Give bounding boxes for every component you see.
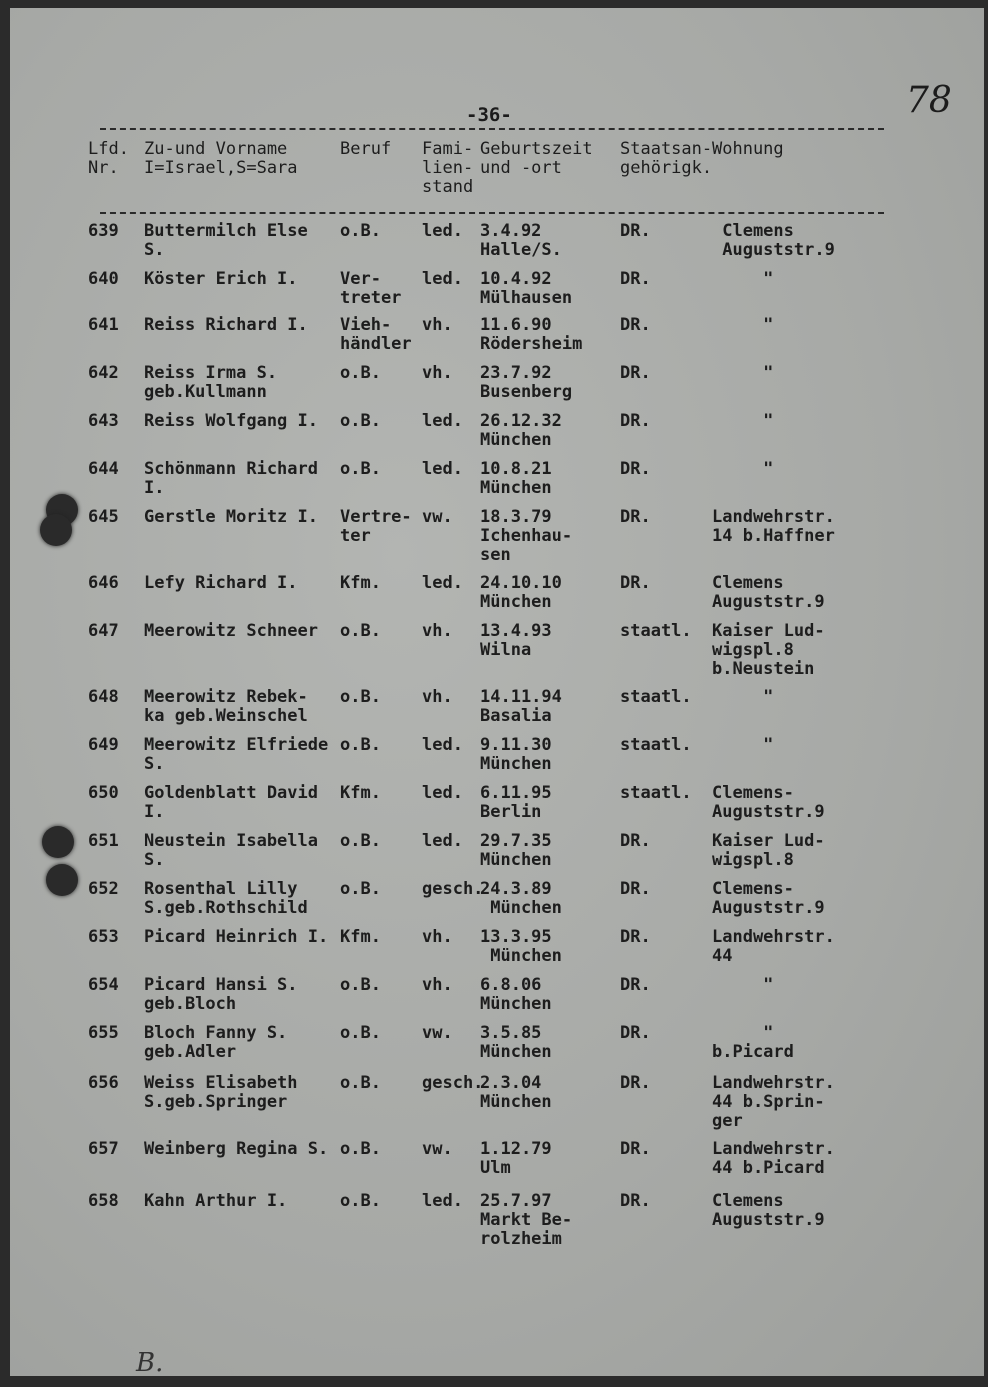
row-geburt: 3.4.92 Halle/S. (480, 221, 562, 260)
row-staatsangehoerigkeit: staatl. (620, 735, 692, 755)
punch-hole (42, 826, 74, 858)
row-geburt: 14.11.94 Basalia (480, 687, 562, 726)
row-wohnung: Kaiser Lud- wigspl.8 b.Neustein (712, 621, 825, 679)
row-wohnung: Clemens Auguststr.9 (712, 1191, 825, 1230)
row-wohnung: Clemens Auguststr.9 (722, 221, 835, 260)
row-staatsangehoerigkeit: DR. (620, 573, 651, 593)
row-familienstand: vh. (422, 621, 453, 641)
row-familienstand: led. (422, 411, 463, 431)
row-wohnung: Landwehrstr. 14 b.Haffner (712, 507, 835, 546)
row-staatsangehoerigkeit: DR. (620, 1139, 651, 1159)
row-staatsangehoerigkeit: DR. (620, 459, 651, 479)
row-familienstand: vw. (422, 1023, 453, 1043)
row-wohnung: " (712, 459, 774, 479)
row-familienstand: vh. (422, 975, 453, 995)
row-nr: 641 (88, 315, 119, 335)
row-name: Meerowitz Rebek- ka geb.Weinschel (144, 687, 308, 726)
row-beruf: o.B. (340, 1073, 381, 1093)
row-staatsangehoerigkeit: DR. (620, 507, 651, 527)
row-wohnung: " (712, 269, 774, 289)
row-geburt: 2.3.04 München (480, 1073, 552, 1112)
row-beruf: o.B. (340, 687, 381, 707)
row-familienstand: led. (422, 573, 463, 593)
row-wohnung: Clemens Auguststr.9 (712, 573, 825, 612)
row-nr: 649 (88, 735, 119, 755)
row-familienstand: led. (422, 735, 463, 755)
row-wohnung: " (712, 315, 774, 335)
row-staatsangehoerigkeit: DR. (620, 927, 651, 947)
row-familienstand: vw. (422, 507, 453, 527)
row-wohnung: Clemens- Auguststr.9 (712, 879, 825, 918)
row-staatsangehoerigkeit: DR. (620, 831, 651, 851)
row-nr: 653 (88, 927, 119, 947)
row-geburt: 18.3.79 Ichenhau- sen (480, 507, 573, 565)
header-geburt: Geburtszeit und -ort (480, 139, 593, 178)
row-beruf: o.B. (340, 1023, 381, 1043)
header-top-rule (100, 128, 884, 130)
row-geburt: 6.8.06 München (480, 975, 552, 1014)
row-beruf: o.B. (340, 735, 381, 755)
row-beruf: o.B. (340, 879, 381, 899)
header-nr: Lfd. Nr. (88, 139, 129, 178)
row-nr: 655 (88, 1023, 119, 1043)
row-name: Goldenblatt David I. (144, 783, 318, 822)
row-beruf: Kfm. (340, 573, 381, 593)
row-familienstand: vh. (422, 927, 453, 947)
row-staatsangehoerigkeit: DR. (620, 1073, 651, 1093)
row-name: Meerowitz Elfriede S. (144, 735, 329, 774)
row-geburt: 10.8.21 München (480, 459, 552, 498)
row-geburt: 3.5.85 München (480, 1023, 552, 1062)
page-number: -36- (466, 104, 512, 126)
row-name: Picard Heinrich I. (144, 927, 329, 947)
row-name: Rosenthal Lilly S.geb.Rothschild (144, 879, 308, 918)
row-nr: 640 (88, 269, 119, 289)
row-geburt: 25.7.97 Markt Be- rolzheim (480, 1191, 573, 1249)
row-name: Weinberg Regina S. (144, 1139, 329, 1159)
row-staatsangehoerigkeit: DR. (620, 1023, 651, 1043)
row-nr: 647 (88, 621, 119, 641)
row-familienstand: led. (422, 783, 463, 803)
row-wohnung: Clemens- Auguststr.9 (712, 783, 825, 822)
row-nr: 642 (88, 363, 119, 383)
row-staatsangehoerigkeit: DR. (620, 315, 651, 335)
row-wohnung: " (712, 687, 774, 707)
row-wohnung: " (712, 363, 774, 383)
row-name: Kahn Arthur I. (144, 1191, 288, 1211)
row-familienstand: led. (422, 459, 463, 479)
row-familienstand: led. (422, 1191, 463, 1211)
row-name: Gerstle Moritz I. (144, 507, 318, 527)
row-geburt: 24.10.10 München (480, 573, 562, 612)
row-nr: 651 (88, 831, 119, 851)
row-wohnung: " b.Picard (712, 1023, 794, 1062)
row-name: Reiss Wolfgang I. (144, 411, 318, 431)
header-wohnung: Wohnung (712, 139, 784, 159)
row-geburt: 29.7.35 München (480, 831, 552, 870)
row-name: Schönmann Richard I. (144, 459, 318, 498)
row-nr: 652 (88, 879, 119, 899)
row-name: Buttermilch Else S. (144, 221, 308, 260)
row-geburt: 11.6.90 Rödersheim (480, 315, 583, 354)
row-nr: 658 (88, 1191, 119, 1211)
row-nr: 648 (88, 687, 119, 707)
row-name: Bloch Fanny S. geb.Adler (144, 1023, 288, 1062)
row-wohnung: " (712, 411, 774, 431)
row-familienstand: vh. (422, 315, 453, 335)
row-beruf: Vertre- ter (340, 507, 412, 546)
row-nr: 645 (88, 507, 119, 527)
row-wohnung: " (712, 735, 774, 755)
row-wohnung: " (712, 975, 774, 995)
row-name: Köster Erich I. (144, 269, 298, 289)
row-familienstand: vw. (422, 1139, 453, 1159)
row-geburt: 9.11.30 München (480, 735, 552, 774)
row-familienstand: led. (422, 831, 463, 851)
row-nr: 646 (88, 573, 119, 593)
row-nr: 657 (88, 1139, 119, 1159)
row-beruf: o.B. (340, 221, 381, 241)
row-staatsangehoerigkeit: DR. (620, 975, 651, 995)
row-name: Weiss Elisabeth S.geb.Springer (144, 1073, 298, 1112)
row-familienstand: led. (422, 221, 463, 241)
row-beruf: Vieh- händler (340, 315, 412, 354)
row-wohnung: Landwehrstr. 44 b.Sprin- ger (712, 1073, 835, 1131)
row-name: Neustein Isabella S. (144, 831, 318, 870)
row-geburt: 13.3.95 München (480, 927, 562, 966)
header-staat: Staatsan- gehörigk. (620, 139, 713, 178)
row-wohnung: Landwehrstr. 44 (712, 927, 835, 966)
punch-hole (46, 864, 78, 896)
row-geburt: 10.4.92 Mülhausen (480, 269, 573, 308)
row-name: Reiss Richard I. (144, 315, 308, 335)
row-geburt: 1.12.79 Ulm (480, 1139, 552, 1178)
row-geburt: 6.11.95 Berlin (480, 783, 552, 822)
row-beruf: o.B. (340, 459, 381, 479)
row-name: Picard Hansi S. geb.Bloch (144, 975, 298, 1014)
row-staatsangehoerigkeit: staatl. (620, 783, 692, 803)
header-familienstand: Fami- lien- stand (422, 139, 474, 197)
row-geburt: 26.12.32 München (480, 411, 562, 450)
row-staatsangehoerigkeit: staatl. (620, 621, 692, 641)
row-familienstand: vh. (422, 363, 453, 383)
row-beruf: o.B. (340, 363, 381, 383)
header-bottom-rule (100, 212, 884, 214)
header-name: Zu-und Vorname I=Israel,S=Sara (144, 139, 298, 178)
row-nr: 639 (88, 221, 119, 241)
row-geburt: 23.7.92 Busenberg (480, 363, 573, 402)
row-staatsangehoerigkeit: DR. (620, 1191, 651, 1211)
row-familienstand: led. (422, 269, 463, 289)
row-beruf: o.B. (340, 1191, 381, 1211)
handwritten-initial: B. (136, 1348, 164, 1376)
row-beruf: o.B. (340, 621, 381, 641)
folio-number: 78 (906, 80, 952, 121)
row-beruf: o.B. (340, 975, 381, 995)
row-beruf: o.B. (340, 831, 381, 851)
row-beruf: o.B. (340, 1139, 381, 1159)
row-beruf: o.B. (340, 411, 381, 431)
row-beruf: Kfm. (340, 783, 381, 803)
row-geburt: 13.4.93 Wilna (480, 621, 552, 660)
row-familienstand: gesch. (422, 1073, 484, 1093)
row-nr: 644 (88, 459, 119, 479)
row-staatsangehoerigkeit: DR. (620, 221, 651, 241)
header-beruf: Beruf (340, 139, 392, 159)
row-nr: 650 (88, 783, 119, 803)
row-geburt: 24.3.89 München (480, 879, 562, 918)
row-nr: 643 (88, 411, 119, 431)
row-beruf: Kfm. (340, 927, 381, 947)
row-wohnung: Kaiser Lud- wigspl.8 (712, 831, 825, 870)
row-familienstand: gesch. (422, 879, 484, 899)
punch-hole (40, 514, 72, 546)
row-nr: 656 (88, 1073, 119, 1093)
row-name: Reiss Irma S. geb.Kullmann (144, 363, 278, 402)
row-beruf: Ver- treter (340, 269, 402, 308)
row-wohnung: Landwehrstr. 44 b.Picard (712, 1139, 835, 1178)
document-page (10, 8, 984, 1376)
row-name: Meerowitz Schneer (144, 621, 318, 641)
row-familienstand: vh. (422, 687, 453, 707)
row-staatsangehoerigkeit: DR. (620, 269, 651, 289)
row-nr: 654 (88, 975, 119, 995)
row-staatsangehoerigkeit: DR. (620, 363, 651, 383)
row-staatsangehoerigkeit: DR. (620, 879, 651, 899)
row-name: Lefy Richard I. (144, 573, 298, 593)
row-staatsangehoerigkeit: DR. (620, 411, 651, 431)
row-staatsangehoerigkeit: staatl. (620, 687, 692, 707)
